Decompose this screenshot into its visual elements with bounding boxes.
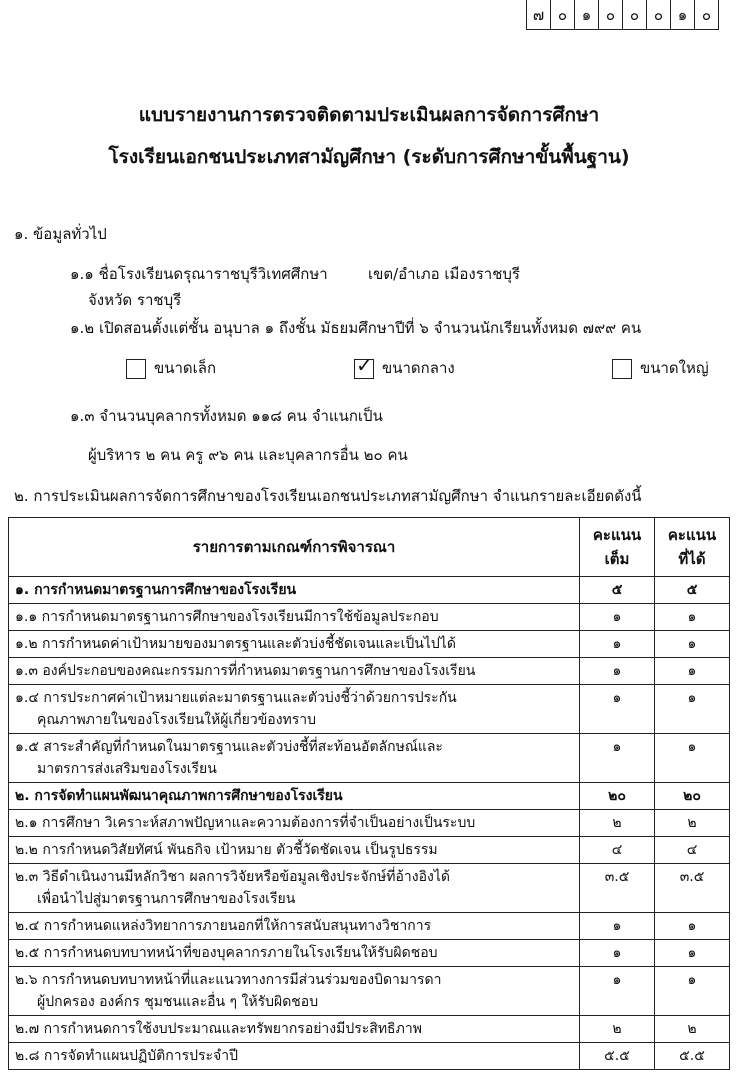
form-code-digit: ๐ — [646, 0, 670, 29]
full-score-cell: ๑ — [580, 658, 655, 685]
size-large-label: ขนาดใหญ่ — [640, 359, 709, 377]
table-row — [9, 1043, 730, 1070]
got-score-cell: ๑ — [655, 658, 730, 685]
full-score-cell: ๒๐ — [580, 783, 655, 810]
table-row — [9, 685, 730, 734]
form-code-digit: ๐ — [598, 0, 622, 29]
table-row — [9, 940, 730, 967]
full-score-cell: ๔ — [580, 837, 655, 864]
criteria-cell — [9, 734, 580, 783]
header-full-score — [580, 518, 655, 577]
staff-breakdown: ผู้บริหาร ๒ คน ครู ๙๖ คน และบุคลากรอื่น ๒๐ คน — [88, 446, 408, 464]
table-header-row — [9, 518, 730, 577]
criteria-text: ๒.๕ การกำหนดบทบาทหน้าที่ของบุคลากรภายในโรงเรียนให้รับผิดชอบ — [15, 945, 438, 961]
form-code-digit: ๐ — [550, 0, 574, 29]
district: เขต/อำเภอ เมืองราชบุรี — [368, 265, 520, 283]
full-score-cell: ๑ — [580, 685, 655, 734]
check-icon: ✓ — [356, 352, 373, 377]
table-row — [9, 631, 730, 658]
criteria-cell — [9, 604, 580, 631]
criteria-text: ๒.๒ การกำหนดวิสัยทัศน์ พันธกิจ เป้าหมาย ตัวชี้วัดชัดเจน เป็นรูปธรรม — [15, 842, 438, 858]
criteria-text-cont: มาตรการส่งเสริมของโรงเรียน — [37, 761, 217, 777]
table-row — [9, 864, 730, 913]
criteria-cell — [9, 837, 580, 864]
criteria-cell — [9, 967, 580, 1016]
table-row — [9, 913, 730, 940]
criteria-cell — [9, 1016, 580, 1043]
criteria-cell — [9, 658, 580, 685]
staff-total: ๑.๓ จำนวนบุคลากรทั้งหมด ๑๑๘ คน จำแนกเป็น — [70, 407, 383, 425]
table-row — [9, 734, 730, 783]
got-score-cell: ๔ — [655, 837, 730, 864]
criteria-text: ๑.๑ การกำหนดมาตรฐานการศึกษาของโรงเรียนมีการใช้ข้อมูลประกอบ — [15, 609, 439, 625]
table-row — [9, 658, 730, 685]
size-large-option[interactable] — [612, 356, 709, 380]
header-full-2: เต็ม — [604, 550, 630, 568]
criteria-cell — [9, 783, 580, 810]
criteria-text-cont: คุณภาพภายในของโรงเรียนให้ผู้เกี่ยวข้องทราบ — [37, 712, 317, 728]
full-score-cell: ๒ — [580, 1016, 655, 1043]
criteria-text: ๒.๑ การศึกษา วิเคราะห์สภาพปัญหาและความต้องการที่จำเป็นอย่างเป็นระบบ — [15, 815, 476, 831]
got-score-cell: ๓.๕ — [655, 864, 730, 913]
full-score-cell: ๕.๕ — [580, 1043, 655, 1070]
full-score-cell: ๑ — [580, 604, 655, 631]
criteria-cell — [9, 685, 580, 734]
report-subtitle: โรงเรียนเอกชนประเภทสามัญศึกษา (ระดับการศึกษาขั้นพื้นฐาน) — [108, 146, 630, 168]
form-code-digit: ๑ — [574, 0, 598, 29]
criteria-text: ๒.๔ การกำหนดแหล่งวิทยาการภายนอกที่ให้การสนับสนุนทางวิชาการ — [15, 918, 432, 934]
table-row — [9, 1016, 730, 1043]
form-code-digit: ๐ — [694, 0, 718, 29]
criteria-text: ๑.๔ การประกาศค่าเป้าหมายแต่ละมาตรฐานและตัวบ่งชี้ว่าด้วยการประกัน — [15, 690, 457, 706]
section2-heading: ๒. การประเมินผลการจัดการศึกษาของโรงเรียนเอกชนประเภทสามัญศึกษา จำแนกรายละเอียดดังนี้ — [14, 487, 642, 505]
full-score-cell: ๑ — [580, 631, 655, 658]
criteria-cell — [9, 1043, 580, 1070]
form-code-digit: ๑ — [670, 0, 694, 29]
full-score-cell: ๕ — [580, 577, 655, 604]
criteria-text: ๑.๒ การกำหนดค่าเป้าหมายของมาตรฐานและตัวบ่งชี้ชัดเจนและเป็นไปได้ — [15, 636, 456, 652]
size-medium-checkbox[interactable] — [354, 352, 374, 379]
header-got-score — [655, 518, 730, 577]
criteria-text: ๒.๓ วิธีดำเนินงานมีหลักวิชา ผลการวิจัยหรือข้อมูลเชิงประจักษ์ที่อ้างอิงได้ — [15, 869, 450, 885]
header-got-1: คะแนน — [667, 526, 717, 544]
criteria-text: ๑.๕ สาระสำคัญที่กำหนดในมาตรฐานและตัวบ่งชี้ที่สะท้อนอัตลักษณ์และ — [15, 739, 443, 755]
form-code-digit: ๗ — [532, 5, 545, 24]
got-score-cell: ๒๐ — [655, 783, 730, 810]
size-small-label: ขนาดเล็ก — [154, 359, 217, 377]
criteria-text: ๒.๘ การจัดทำแผนปฏิบัติการประจำปี — [15, 1048, 238, 1064]
form-code-digit: ๐ — [622, 0, 646, 29]
size-large-checkbox[interactable] — [612, 359, 632, 379]
criteria-cell — [9, 810, 580, 837]
criteria-cell — [9, 913, 580, 940]
got-score-cell: ๕.๕ — [655, 1043, 730, 1070]
header-full-1: คะแนน — [592, 526, 642, 544]
got-score-cell: ๑ — [655, 940, 730, 967]
table-row — [9, 783, 730, 810]
got-score-cell: ๕ — [655, 577, 730, 604]
size-small-option[interactable] — [126, 356, 216, 380]
table-row — [9, 967, 730, 1016]
criteria-cell — [9, 577, 580, 604]
table-row — [9, 577, 730, 604]
got-score-cell: ๑ — [655, 631, 730, 658]
size-medium-option[interactable] — [354, 352, 455, 380]
table-row — [9, 837, 730, 864]
form-code-box — [526, 0, 719, 30]
criteria-text: ๒.๖ การกำหนดบทบาทหน้าที่และแนวทางการมีส่วนร่วมของบิดามารดา — [15, 972, 442, 988]
got-score-cell: ๑ — [655, 967, 730, 1016]
table-row — [9, 810, 730, 837]
school-name: ๑.๑ ชื่อโรงเรียนดรุณาราชบุรีวิเทศศึกษา — [70, 265, 328, 283]
got-score-cell: ๑ — [655, 685, 730, 734]
table-body — [9, 577, 730, 1070]
full-score-cell: ๑ — [580, 734, 655, 783]
full-score-cell: ๒ — [580, 810, 655, 837]
criteria-cell — [9, 631, 580, 658]
criteria-text-cont: เพื่อนำไปสู่มาตรฐานการศึกษาของโรงเรียน — [37, 891, 296, 907]
table-row — [9, 604, 730, 631]
size-small-checkbox[interactable] — [126, 359, 146, 379]
criteria-text: ๒.๗ การกำหนดการใช้งบประมาณและทรัพยากรอย่างมีประสิทธิภาพ — [15, 1021, 422, 1037]
got-score-cell: ๒ — [655, 810, 730, 837]
full-score-cell: ๓.๕ — [580, 864, 655, 913]
got-score-cell: ๒ — [655, 1016, 730, 1043]
criteria-text-cont: ผู้ปกครอง องค์กร ชุมชนและอื่น ๆ ให้รับผิดชอบ — [37, 994, 319, 1010]
got-score-cell: ๑ — [655, 913, 730, 940]
size-medium-label: ขนาดกลาง — [382, 359, 455, 377]
province: จังหวัด ราชบุรี — [88, 291, 182, 309]
criteria-cell — [9, 940, 580, 967]
section1-heading: ๑. ข้อมูลทั่วไป — [14, 225, 107, 243]
school-levels: ๑.๒ เปิดสอนตั้งแต่ชั้น อนุบาล ๑ ถึงชั้น มัธยมศึกษาปีที่ ๖ จำนวนนักเรียนทั้งหมด ๗๙๙ คน — [70, 319, 642, 337]
criteria-text: ๑.๓ องค์ประกอบของคณะกรรมการที่กำหนดมาตรฐานการศึกษาของโรงเรียน — [15, 663, 476, 679]
got-score-cell: ๑ — [655, 734, 730, 783]
criteria-text: ๒. การจัดทำแผนพัฒนาคุณภาพการศึกษาของโรงเรียน — [15, 788, 343, 804]
report-title: แบบรายงานการตรวจติดตามประเมินผลการจัดการศึกษา — [138, 104, 600, 126]
criteria-cell — [9, 864, 580, 913]
got-score-cell: ๑ — [655, 604, 730, 631]
full-score-cell: ๑ — [580, 913, 655, 940]
full-score-cell: ๑ — [580, 967, 655, 1016]
header-got-2: ที่ได้ — [678, 550, 706, 568]
full-score-cell: ๑ — [580, 940, 655, 967]
criteria-text: ๑. การกำหนดมาตรฐานการศึกษาของโรงเรียน — [15, 582, 297, 598]
header-item: รายการตามเกณฑ์การพิจารณา — [9, 518, 580, 577]
evaluation-table — [8, 517, 730, 1070]
